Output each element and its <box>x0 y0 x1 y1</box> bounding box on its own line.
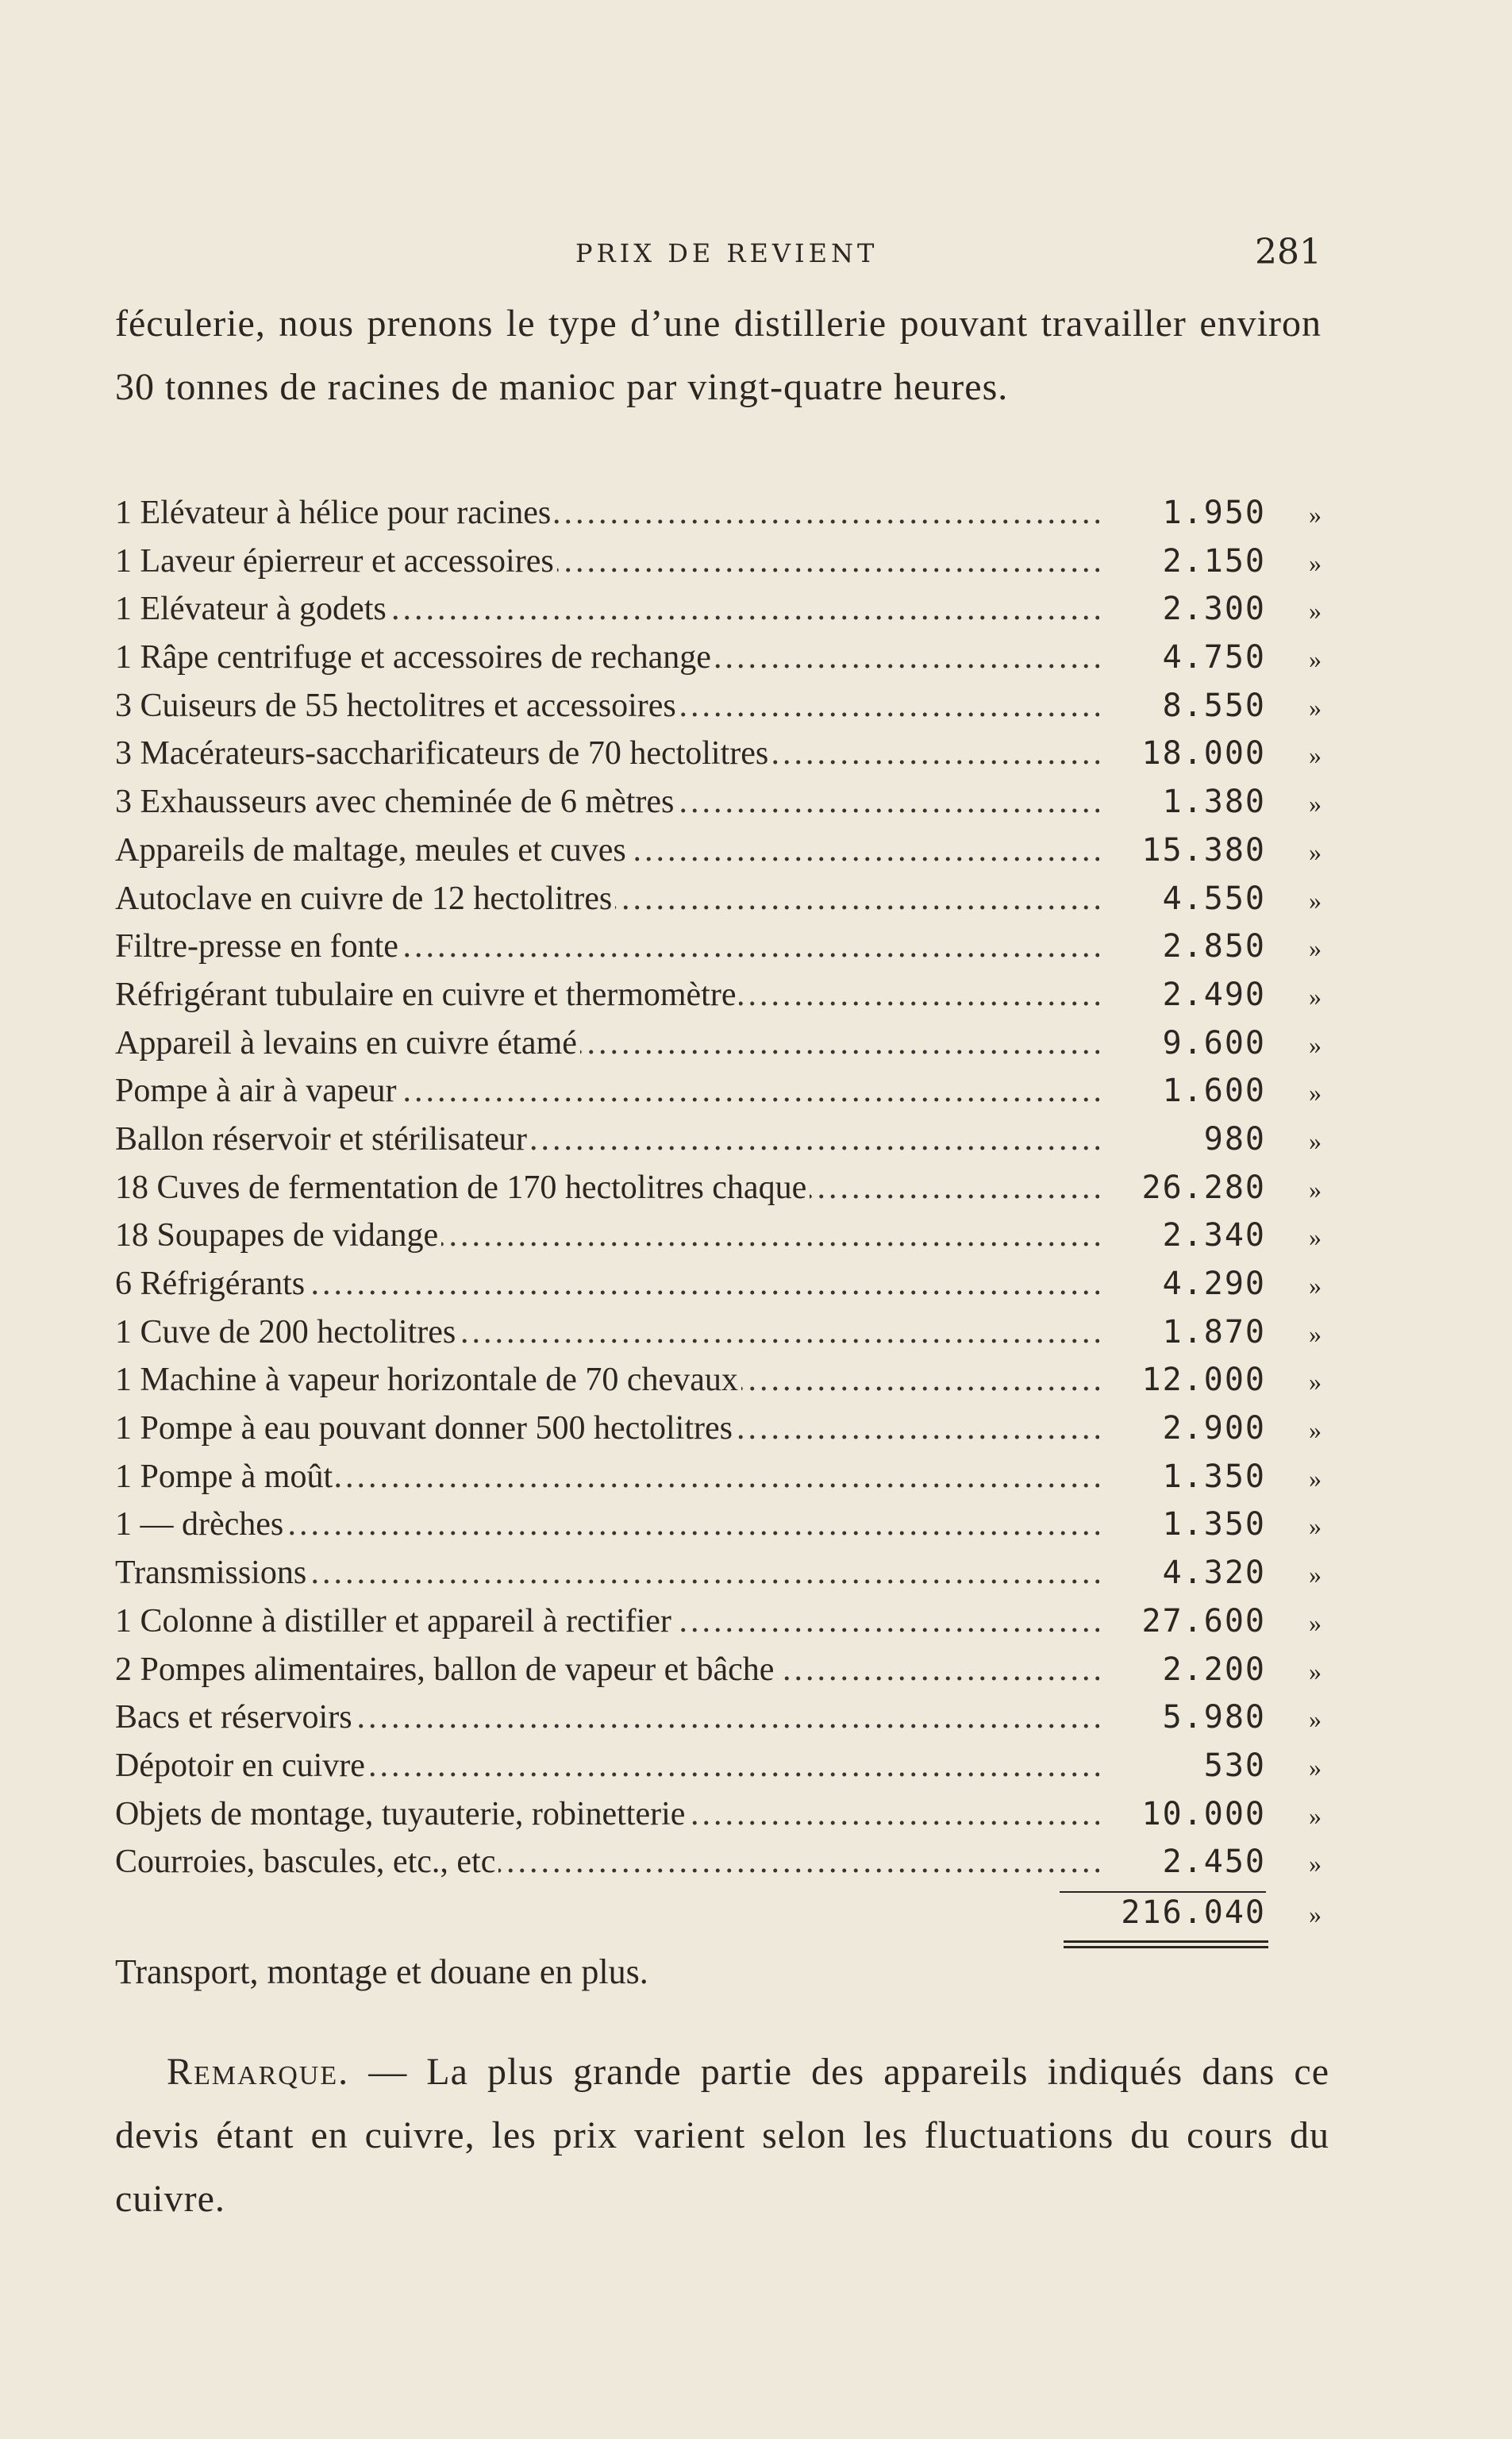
item-unit: » <box>1309 885 1322 915</box>
item-amount: 4.750 <box>1162 639 1266 676</box>
item-amount: 2.850 <box>1162 928 1266 965</box>
list-item <box>115 880 1322 928</box>
item-label <box>115 1698 1099 1736</box>
item-label <box>115 1024 1099 1062</box>
item-label-text: Courroies, bascules, etc., etc <box>115 1844 498 1880</box>
item-label <box>115 542 1099 580</box>
item-unit: » <box>1309 1608 1322 1637</box>
item-unit: » <box>1309 596 1322 626</box>
list-item <box>115 1602 1322 1651</box>
item-label-text: 18 Soupapes de vidange <box>115 1217 441 1254</box>
list-item <box>115 831 1322 880</box>
item-amount: 27.600 <box>1141 1602 1266 1639</box>
item-unit: » <box>1309 1078 1322 1108</box>
item-label-text: 2 Pompes alimentaires, ballon de vapeur et bâche <box>115 1651 777 1688</box>
item-label <box>115 1409 1099 1447</box>
item-amount: 10.000 <box>1141 1795 1266 1832</box>
item-amount: 2.450 <box>1162 1844 1266 1881</box>
item-label <box>115 590 1099 628</box>
running-title: PRIX DE REVIENT <box>575 238 879 268</box>
item-amount: 1.600 <box>1162 1073 1266 1110</box>
item-label <box>115 1169 1099 1207</box>
item-unit: » <box>1309 1656 1322 1686</box>
item-label-text: 1 Elévateur à hélice pour racines <box>115 495 554 531</box>
list-item <box>115 1505 1322 1554</box>
item-unit: » <box>1309 1463 1322 1493</box>
item-label <box>115 494 1099 532</box>
item-unit: » <box>1309 1752 1322 1782</box>
item-amount: 26.280 <box>1141 1169 1266 1206</box>
list-item <box>115 1651 1322 1699</box>
item-unit: » <box>1309 692 1322 722</box>
item-amount: 2.300 <box>1162 591 1266 628</box>
item-unit: » <box>1309 837 1322 866</box>
total-row <box>115 1891 1322 1939</box>
item-label <box>115 734 1099 773</box>
list-item <box>115 638 1322 687</box>
item-label-text: Ballon réservoir et stérilisateur <box>115 1121 530 1158</box>
item-label-text: Appareil à levains en cuivre étamé <box>115 1025 580 1062</box>
item-label-text: 3 Cuiseurs de 55 hectolitres et accessoires <box>115 688 679 724</box>
list-item <box>115 1458 1322 1506</box>
item-label <box>115 638 1099 676</box>
remark-text: — La plus grande partie des appareils indiqués dans ce devis étant en cuivre, les prix varient selon les fluctuations du cours du cuivre. <box>115 2051 1329 2220</box>
item-amount: 2.200 <box>1162 1651 1266 1688</box>
item-label-text: Bacs et réservoirs <box>115 1699 356 1736</box>
item-amount: 1.380 <box>1162 784 1266 821</box>
item-label-text: 3 Macérateurs-saccharificateurs de 70 hectolitres <box>115 735 771 772</box>
item-label <box>115 1602 1099 1640</box>
item-label-text: Filtre-presse en fonte <box>115 928 402 965</box>
list-item <box>115 927 1322 976</box>
item-label <box>115 927 1099 965</box>
list-item <box>115 542 1322 591</box>
list-item <box>115 783 1322 831</box>
item-unit: » <box>1309 1030 1322 1059</box>
list-item <box>115 1698 1322 1747</box>
item-unit: » <box>1309 1319 1322 1348</box>
list-item <box>115 590 1322 638</box>
item-unit: » <box>1309 1223 1322 1252</box>
item-label-text: 1 Cuve de 200 hectolitres <box>115 1314 459 1351</box>
list-item <box>115 1265 1322 1313</box>
item-label <box>115 880 1099 918</box>
item-unit: » <box>1309 789 1322 819</box>
item-label-text: 6 Réfrigérants <box>115 1266 308 1302</box>
list-item <box>115 1554 1322 1602</box>
item-unit: » <box>1309 1174 1322 1204</box>
total-double-rule <box>1064 1940 1268 1948</box>
page-number: 281 <box>1255 232 1322 272</box>
item-label-text: 1 Machine à vapeur horizontale de 70 chevaux <box>115 1362 741 1398</box>
item-label <box>115 1505 1099 1543</box>
item-unit: » <box>1309 1849 1322 1878</box>
item-amount: 530 <box>1203 1747 1266 1784</box>
item-unit: » <box>1309 934 1322 963</box>
cost-list <box>115 494 1322 1947</box>
item-amount: 980 <box>1203 1120 1266 1158</box>
total-amount: 216.040 <box>1060 1891 1266 1931</box>
list-item <box>115 1843 1322 1891</box>
list-item <box>115 687 1322 735</box>
item-amount: 5.980 <box>1162 1699 1266 1736</box>
item-label <box>115 1795 1099 1833</box>
list-item <box>115 1795 1322 1844</box>
item-amount: 9.600 <box>1162 1024 1266 1062</box>
remark-label: Remarque. <box>167 2051 350 2093</box>
item-unit: » <box>1309 1560 1322 1589</box>
item-amount: 4.550 <box>1162 880 1266 917</box>
list-item <box>115 1216 1322 1265</box>
intro-paragraph: féculerie, nous prenons le type d’une distillerie pouvant travailler environ 30 tonnes de racines de manioc par vingt-quatre heures. <box>115 302 1322 408</box>
item-label-text: 3 Exhausseurs avec cheminée de 6 mètres <box>115 784 677 820</box>
item-unit: » <box>1309 1512 1322 1541</box>
list-item <box>115 734 1322 783</box>
item-label-text: 1 Râpe centrifuge et accessoires de rechange <box>115 639 714 676</box>
item-amount: 15.380 <box>1141 831 1266 869</box>
item-amount: 1.950 <box>1162 495 1266 531</box>
list-item <box>115 1024 1322 1073</box>
list-item <box>115 1169 1322 1217</box>
item-label-text: 1 — drèches <box>115 1506 287 1543</box>
item-amount: 1.350 <box>1162 1458 1266 1495</box>
item-label-text: Transmissions <box>115 1555 310 1591</box>
item-label <box>115 1120 1099 1158</box>
item-label <box>115 1554 1099 1592</box>
item-unit: » <box>1309 645 1322 674</box>
list-item <box>115 1313 1322 1362</box>
item-amount: 2.900 <box>1162 1410 1266 1447</box>
item-amount: 18.000 <box>1141 735 1266 773</box>
item-unit: » <box>1309 548 1322 577</box>
item-amount: 2.340 <box>1162 1217 1266 1254</box>
item-amount: 2.150 <box>1162 542 1266 580</box>
item-unit: » <box>1309 1705 1322 1734</box>
list-item <box>115 1072 1322 1120</box>
item-label-text: 1 Pompe à eau pouvant donner 500 hectolitres <box>115 1410 736 1447</box>
transport-note: Transport, montage et douane en plus. <box>115 1952 648 1991</box>
item-label <box>115 1265 1099 1303</box>
remark-paragraph <box>115 2040 1329 2231</box>
list-item <box>115 494 1322 542</box>
item-label <box>115 1216 1099 1254</box>
list-item <box>115 1747 1322 1795</box>
list-item <box>115 1361 1322 1409</box>
item-label-text: 1 Elévateur à godets <box>115 591 390 627</box>
item-label <box>115 976 1099 1014</box>
total-unit: » <box>1309 1899 1322 1928</box>
item-label <box>115 1361 1099 1399</box>
item-label-text: 1 Colonne à distiller et appareil à rectifier <box>115 1603 675 1639</box>
item-label <box>115 1313 1099 1351</box>
item-label-text: Appareils de maltage, meules et cuves <box>115 832 629 869</box>
item-amount: 1.870 <box>1162 1313 1266 1351</box>
item-unit: » <box>1309 500 1322 529</box>
item-label <box>115 1458 1099 1496</box>
item-unit: » <box>1309 1126 1322 1155</box>
item-unit: » <box>1309 981 1322 1011</box>
item-unit: » <box>1309 741 1322 770</box>
item-label-text: 1 Laveur épierreur et accessoires <box>115 543 557 580</box>
item-amount: 4.290 <box>1162 1266 1266 1302</box>
item-label-text: Objets de montage, tuyauterie, robinetterie <box>115 1796 688 1832</box>
item-label <box>115 831 1099 869</box>
item-label-text: Dépotoir en cuivre <box>115 1747 368 1784</box>
list-item <box>115 1409 1322 1458</box>
list-item <box>115 976 1322 1024</box>
item-label-text: Réfrigérant tubulaire en cuivre et thermomètre <box>115 977 739 1013</box>
item-unit: » <box>1309 1271 1322 1300</box>
item-label-text: Pompe à air à vapeur <box>115 1073 400 1109</box>
item-unit: » <box>1309 1367 1322 1397</box>
item-amount: 2.490 <box>1162 976 1266 1013</box>
running-header <box>115 232 1322 279</box>
item-label-text: 1 Pompe à moût <box>115 1458 336 1495</box>
item-amount: 4.320 <box>1162 1555 1266 1592</box>
item-unit: » <box>1309 1801 1322 1830</box>
item-label-text: 18 Cuves de fermentation de 170 hectolitres chaque <box>115 1169 810 1206</box>
item-unit: » <box>1309 1416 1322 1445</box>
item-label <box>115 1843 1099 1881</box>
item-label <box>115 1747 1099 1785</box>
item-amount: 8.550 <box>1162 687 1266 724</box>
item-amount: 1.350 <box>1162 1506 1266 1543</box>
item-label <box>115 687 1099 725</box>
item-label-text: Autoclave en cuivre de 12 hectolitres <box>115 880 615 917</box>
item-label <box>115 1651 1099 1689</box>
list-item <box>115 1120 1322 1169</box>
item-label <box>115 783 1099 821</box>
item-label <box>115 1072 1099 1110</box>
item-amount: 12.000 <box>1141 1362 1266 1399</box>
